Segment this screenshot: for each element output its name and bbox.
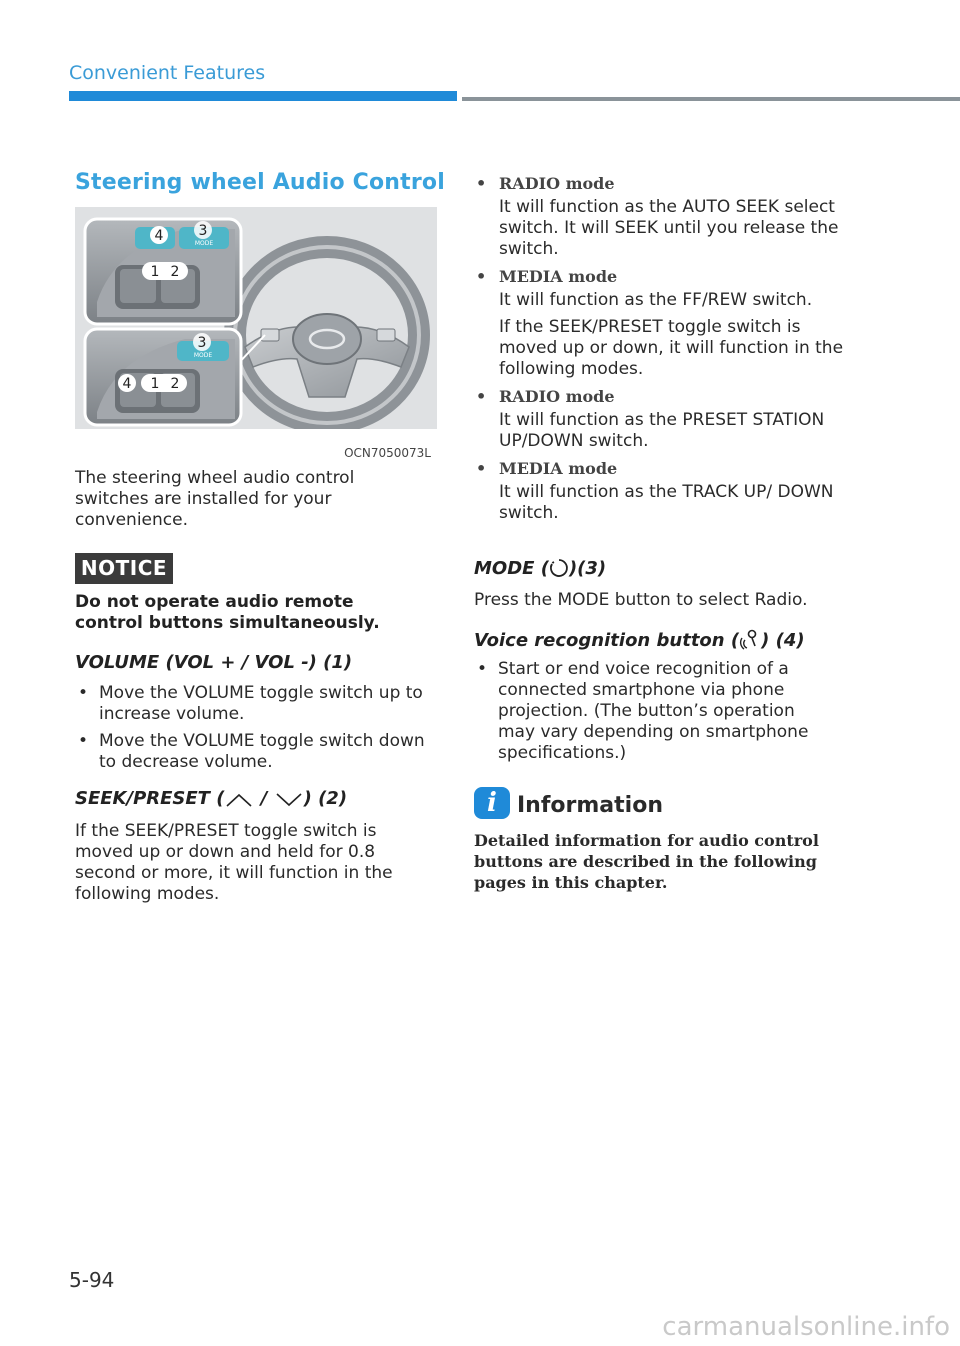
chevron-down-icon	[274, 792, 304, 808]
svg-text:MODE: MODE	[194, 240, 214, 247]
modes-held-list	[474, 173, 844, 530]
volume-list	[75, 683, 430, 779]
header-bar-rule	[462, 97, 960, 101]
chevron-up-icon	[224, 792, 254, 808]
toggle-text: If the SEEK/PRESET toggle switch is moved up or down, it will function in the following modes.	[499, 317, 844, 379]
seek-heading: SEEK/PRESET ( / ) (2)	[75, 788, 348, 809]
section-title: Convenient Features	[69, 62, 266, 84]
information-text: Detailed information for audio control buttons are described in the following pages in this chapter.	[474, 831, 819, 892]
svg-text:4: 4	[122, 376, 132, 392]
lower-inset	[85, 329, 241, 425]
information-title: Information	[517, 793, 663, 818]
mode-item: • MEDIA mode It will function as the FF/REW switch. If the SEEK/PRESET toggle switch is moved up or down, it will function in the following modes.	[476, 267, 844, 379]
mode-item: • MEDIA mode It will function as the TRACK UP/ DOWN switch.	[476, 459, 834, 523]
svg-text:1: 1	[150, 376, 160, 392]
svg-text:MODE: MODE	[193, 352, 213, 359]
watermark: carmanualsonline.info	[662, 1312, 950, 1342]
mode-text: Press the MODE button to select Radio.	[474, 590, 808, 610]
steering-wheel-svg	[75, 207, 437, 429]
header-bar-accent	[69, 91, 457, 101]
voice-heading: Voice recognition button ( ) (4)	[474, 630, 805, 651]
list-item: • Start or end voice recognition of a connected smartphone via phone projection. (The button’s operation may vary depending on smartphone specifications.)	[477, 659, 809, 763]
figure-caption: OCN7050073L	[344, 446, 431, 460]
mode-heading: MODE ( )(3)	[474, 558, 607, 579]
mode-item: • RADIO mode It will function as the AUTO SEEK select switch. It will SEEK until you release the switch.	[476, 174, 839, 259]
intro-text: The steering wheel audio control switches are installed for your convenience.	[75, 468, 355, 530]
svg-text:3: 3	[197, 335, 207, 351]
svg-text:1: 1	[150, 264, 160, 280]
svg-text:4: 4	[154, 228, 164, 244]
mode-icon	[549, 558, 569, 578]
volume-heading: VOLUME (VOL + / VOL -) (1)	[75, 652, 353, 673]
list-item: • Move the VOLUME toggle switch up to increase volume.	[78, 683, 423, 724]
voice-recognition-icon	[739, 628, 761, 650]
page-heading: Steering wheel Audio Control	[75, 170, 445, 195]
list-item: • Move the VOLUME toggle switch down to decrease volume.	[78, 731, 425, 772]
steering-wheel-illustration	[75, 207, 437, 429]
notice-text: Do not operate audio remote control buttons simultaneously.	[75, 592, 380, 633]
information-icon: i	[474, 787, 510, 819]
svg-text:2: 2	[170, 264, 180, 280]
svg-text:3: 3	[198, 223, 208, 239]
svg-text:2: 2	[170, 376, 180, 392]
seek-text: If the SEEK/PRESET toggle switch is moved up or down and held for 0.8 second or more, it will function in the following modes.	[75, 821, 393, 904]
upper-inset	[85, 219, 241, 324]
mode-item: • RADIO mode It will function as the PRESET STATION UP/DOWN switch.	[476, 387, 825, 451]
page-number: 5-94	[69, 1268, 115, 1292]
voice-list	[474, 659, 834, 770]
notice-tag: NOTICE	[75, 553, 173, 584]
hub	[293, 314, 361, 364]
